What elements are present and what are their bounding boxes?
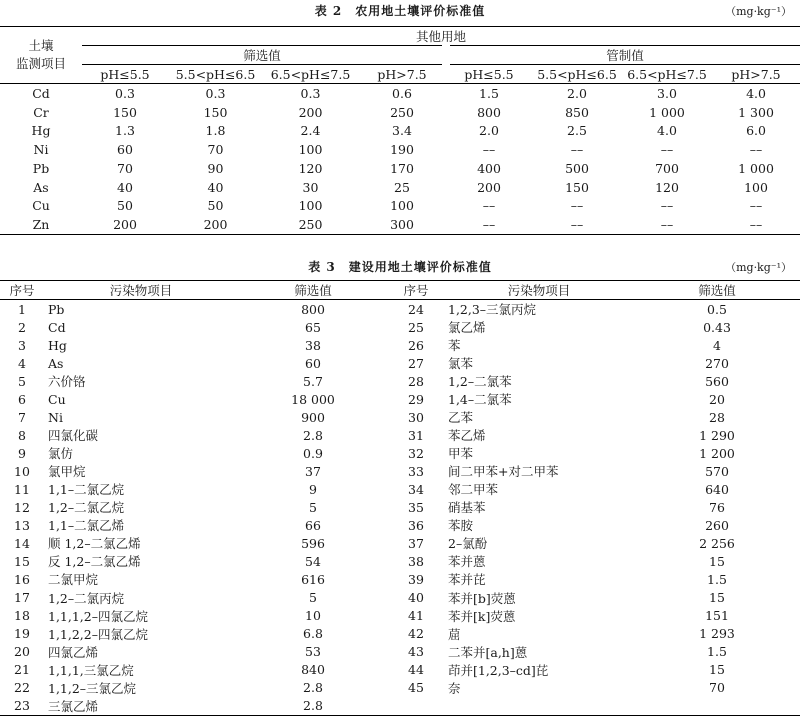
table3	[0, 280, 800, 716]
value-cell: 1.3	[115, 123, 135, 139]
table-row	[0, 372, 800, 390]
left-val-cell: 2.8	[303, 698, 323, 714]
table2-caption: 表 2 农用地土壤评价标准值	[314, 4, 486, 18]
value-cell: 0.3	[115, 85, 135, 101]
left-name-cell: 三氯乙烯	[48, 698, 99, 714]
left-n-cell: 20	[14, 644, 30, 660]
left-val-cell: 37	[305, 463, 321, 479]
item-cell: Pb	[32, 160, 50, 176]
right-name-cell: 苯乙烯	[448, 428, 486, 444]
table-row	[0, 444, 800, 462]
value-cell: 700	[655, 160, 679, 176]
right-name-cell: 1,2,3–三氯丙烷	[448, 302, 537, 318]
left-val-cell: 65	[305, 319, 321, 335]
right-n-cell: 44	[408, 662, 424, 678]
value-cell: 250	[390, 104, 414, 120]
right-n-cell: 43	[408, 644, 424, 660]
table-row	[0, 408, 800, 426]
left-val-cell: 840	[301, 662, 325, 678]
left-val-cell: 2.8	[303, 427, 323, 443]
right-val-cell: 640	[705, 481, 729, 497]
left-n-cell: 15	[14, 553, 30, 569]
table-row	[0, 215, 800, 234]
left-name-cell: 二氯甲烷	[48, 572, 99, 588]
value-cell: 850	[565, 104, 589, 120]
table-row	[0, 697, 800, 716]
ph-col-header: 5.5<pH≤6.5	[537, 66, 617, 82]
left-name-cell: As	[48, 355, 64, 371]
right-name-cell: 甲苯	[448, 446, 474, 462]
ph-col-header: 6.5<pH≤7.5	[270, 66, 351, 82]
left-name-cell: 顺 1,2–二氯乙烯	[48, 536, 141, 552]
column-header: 筛选值	[294, 283, 332, 298]
right-n-cell: 45	[408, 680, 424, 696]
value-cell: 3.4	[392, 123, 412, 139]
column-header: 筛选值	[698, 283, 736, 298]
value-cell: 190	[390, 142, 414, 158]
table-row	[0, 122, 800, 141]
table-row	[0, 84, 800, 103]
left-val-cell: 38	[305, 337, 321, 353]
table-row	[0, 390, 800, 408]
table-row	[0, 103, 800, 122]
left-val-cell: 5	[309, 590, 317, 606]
ph-col-header: 5.5<pH≤6.5	[175, 66, 256, 82]
table-row	[0, 480, 800, 498]
value-cell: 1 300	[738, 104, 774, 120]
empty-cell	[634, 697, 800, 716]
item-cell: Ni	[33, 142, 49, 158]
value-cell: 150	[565, 179, 589, 195]
right-n-cell: 25	[408, 319, 424, 335]
right-val-cell: 20	[709, 391, 725, 407]
value-cell: ––	[570, 217, 584, 233]
left-n-cell: 21	[14, 662, 30, 678]
left-val-cell: 66	[305, 517, 321, 533]
row-header-line1: 土壤	[28, 38, 54, 53]
left-n-cell: 12	[14, 499, 30, 515]
left-val-cell: 18 000	[291, 391, 335, 407]
value-cell: 120	[655, 179, 679, 195]
value-cell: 170	[390, 160, 414, 176]
table2-row-header	[0, 27, 82, 84]
left-name-cell: 氯仿	[48, 446, 74, 462]
left-n-cell: 16	[14, 571, 30, 587]
value-cell: 100	[390, 198, 414, 214]
value-cell: ––	[660, 217, 674, 233]
right-name-cell: 苯并芘	[448, 572, 486, 588]
value-cell: 3.0	[657, 85, 677, 101]
left-name-cell: 1,2–二氯乙烷	[48, 500, 125, 516]
ph-col-header: pH>7.5	[377, 66, 427, 82]
value-cell: 150	[113, 104, 137, 120]
left-val-cell: 54	[305, 553, 321, 569]
right-n-cell: 29	[408, 391, 424, 407]
left-name-cell: 1,1,1,三氯乙烷	[48, 662, 134, 678]
value-cell: ––	[749, 198, 763, 214]
value-cell: ––	[570, 198, 584, 214]
right-val-cell: 1.5	[707, 644, 727, 660]
row-header-line2: 监测项目	[15, 56, 66, 71]
right-val-cell: 15	[709, 662, 725, 678]
value-cell: 2.0	[479, 123, 499, 139]
control-header: 管制值	[446, 46, 800, 65]
ph-col-header: pH>7.5	[731, 66, 781, 82]
right-n-cell: 37	[408, 535, 424, 551]
value-cell: 40	[207, 179, 224, 195]
table-row	[0, 300, 800, 319]
column-header: 序号	[403, 283, 429, 298]
ph-col-header: pH≤5.5	[464, 66, 514, 82]
value-cell: 120	[298, 160, 323, 176]
value-cell: ––	[660, 142, 674, 158]
ph-col-header: 6.5<pH≤7.5	[627, 66, 707, 82]
right-name-cell: 茚并[1,2,3–cd]芘	[448, 662, 549, 678]
value-cell: 200	[298, 104, 323, 120]
left-n-cell: 4	[18, 355, 26, 371]
right-name-cell: 1,2–二氯苯	[448, 374, 512, 390]
left-n-cell: 23	[14, 698, 30, 714]
table-row	[0, 534, 800, 552]
table-row	[0, 643, 800, 661]
value-cell: ––	[482, 198, 496, 214]
left-name-cell: 1,1–二氯乙烷	[48, 482, 125, 498]
right-val-cell: 2 256	[699, 535, 735, 551]
left-name-cell: 反 1,2–二氯乙烯	[48, 554, 141, 570]
column-header: 污染物项目	[507, 283, 571, 298]
value-cell: ––	[749, 217, 763, 233]
left-n-cell: 10	[14, 463, 30, 479]
item-cell: Cu	[32, 198, 50, 214]
right-val-cell: 15	[709, 590, 725, 606]
item-cell: Hg	[31, 123, 51, 139]
value-cell: ––	[660, 198, 674, 214]
right-n-cell: 32	[408, 445, 424, 461]
left-n-cell: 5	[18, 373, 26, 389]
left-n-cell: 19	[14, 626, 30, 642]
table3-caption-bar	[0, 256, 800, 276]
item-cell: Cr	[33, 104, 49, 120]
table2-unit: （mg·kg⁻¹）	[725, 5, 792, 18]
left-n-cell: 22	[14, 680, 30, 696]
left-val-cell: 5	[309, 499, 317, 515]
value-cell: 100	[744, 179, 768, 195]
right-n-cell: 38	[408, 553, 424, 569]
left-n-cell: 3	[18, 337, 26, 353]
table2	[0, 26, 800, 235]
value-cell: ––	[482, 142, 496, 158]
right-val-cell: 570	[705, 463, 729, 479]
left-val-cell: 53	[305, 644, 321, 660]
table-row	[0, 607, 800, 625]
value-cell: 200	[113, 217, 137, 233]
right-val-cell: 1 293	[699, 626, 735, 642]
right-val-cell: 0.5	[707, 301, 727, 317]
left-name-cell: Ni	[48, 409, 63, 425]
value-cell: 40	[117, 179, 133, 195]
value-cell: 250	[298, 217, 323, 233]
left-name-cell: 四氯乙烯	[48, 644, 99, 660]
left-n-cell: 13	[14, 517, 30, 533]
right-name-cell: 奈	[448, 680, 461, 696]
left-n-cell: 9	[18, 445, 26, 461]
right-val-cell: 1 290	[699, 427, 735, 443]
ph-col-header: pH≤5.5	[100, 66, 150, 82]
left-name-cell: Cd	[48, 319, 66, 335]
right-n-cell: 27	[408, 355, 424, 371]
left-n-cell: 7	[18, 409, 26, 425]
left-val-cell: 596	[301, 535, 325, 551]
value-cell: 100	[298, 198, 323, 214]
table-row	[0, 625, 800, 643]
right-val-cell: 0.43	[703, 319, 731, 335]
value-cell: 0.3	[205, 85, 226, 101]
screening-header: 筛选值	[82, 46, 446, 65]
right-name-cell: 二苯并[a,h]蒽	[448, 644, 528, 660]
left-val-cell: 6.8	[303, 626, 323, 642]
left-n-cell: 17	[14, 590, 30, 606]
left-name-cell: 1,1,1,2–四氯乙烷	[48, 608, 148, 624]
right-name-cell: 苯胺	[448, 518, 474, 534]
right-name-cell: 硝基苯	[448, 500, 486, 516]
right-val-cell: 70	[709, 680, 725, 696]
value-cell: ––	[749, 142, 763, 158]
value-cell: 0.3	[300, 85, 321, 101]
left-n-cell: 8	[18, 427, 26, 443]
right-name-cell: 氯苯	[448, 356, 474, 372]
empty-cell	[444, 697, 634, 716]
left-val-cell: 800	[301, 301, 325, 317]
table-row	[0, 140, 800, 159]
right-name-cell: 邻二甲苯	[448, 482, 499, 498]
value-cell: 60	[117, 142, 133, 158]
right-n-cell: 40	[408, 590, 424, 606]
table-row	[0, 178, 800, 197]
right-n-cell: 41	[408, 608, 424, 624]
right-n-cell: 36	[408, 517, 424, 533]
value-cell: 50	[117, 198, 133, 214]
value-cell: ––	[570, 142, 584, 158]
left-name-cell: Pb	[48, 301, 65, 317]
right-n-cell: 42	[408, 626, 424, 642]
left-n-cell: 11	[14, 481, 30, 497]
right-n-cell: 34	[408, 481, 424, 497]
right-val-cell: 560	[705, 373, 729, 389]
left-name-cell: Cu	[48, 391, 66, 407]
table-row	[0, 462, 800, 480]
table3-unit: （mg·kg⁻¹）	[725, 261, 792, 274]
item-cell: Cd	[32, 85, 50, 101]
value-cell: 30	[302, 179, 319, 195]
group-header: 其他用地	[82, 27, 800, 46]
left-n-cell: 18	[14, 608, 30, 624]
value-cell: 400	[477, 160, 501, 176]
left-n-cell: 1	[18, 301, 26, 317]
value-cell: 200	[477, 179, 501, 195]
value-cell: 1 000	[738, 160, 774, 176]
right-val-cell: 260	[705, 517, 729, 533]
value-cell: 200	[203, 217, 228, 233]
right-name-cell: 苯	[448, 338, 461, 354]
table-row	[0, 679, 800, 697]
right-val-cell: 28	[709, 409, 725, 425]
value-cell: 70	[207, 142, 224, 158]
right-val-cell: 4	[713, 337, 721, 353]
value-cell: 300	[390, 217, 414, 233]
right-name-cell: 䓛	[448, 626, 461, 642]
left-val-cell: 10	[305, 608, 321, 624]
item-cell: Zn	[32, 217, 50, 233]
right-val-cell: 1 200	[699, 445, 735, 461]
right-name-cell: 1,4–二氯苯	[448, 392, 512, 408]
left-name-cell: 氯甲烷	[48, 464, 86, 480]
table3-caption: 表 3 建设用地土壤评价标准值	[308, 260, 492, 274]
value-cell: 2.0	[567, 85, 587, 101]
left-val-cell: 0.9	[303, 445, 323, 461]
table-row	[0, 159, 800, 178]
left-name-cell: 六价铬	[48, 374, 86, 390]
left-val-cell: 900	[301, 409, 325, 425]
value-cell: 100	[298, 142, 323, 158]
right-name-cell: 乙苯	[448, 410, 474, 426]
right-name-cell: 2–氯酚	[448, 536, 488, 552]
value-cell: 150	[203, 104, 228, 120]
right-val-cell: 151	[705, 608, 729, 624]
value-cell: 4.0	[657, 123, 677, 139]
left-val-cell: 616	[301, 571, 325, 587]
table-row	[0, 426, 800, 444]
table-row	[0, 336, 800, 354]
right-n-cell: 28	[408, 373, 424, 389]
right-n-cell: 26	[408, 337, 424, 353]
left-val-cell: 2.8	[303, 680, 323, 696]
left-n-cell: 2	[18, 319, 26, 335]
table-row	[0, 516, 800, 534]
value-cell: 4.0	[746, 85, 766, 101]
left-n-cell: 6	[18, 391, 26, 407]
value-cell: 2.4	[300, 123, 321, 139]
right-n-cell: 39	[408, 571, 424, 587]
value-cell: 6.0	[746, 123, 766, 139]
value-cell: 1 000	[649, 104, 685, 120]
right-n-cell: 33	[408, 463, 424, 479]
value-cell: 25	[394, 179, 410, 195]
right-n-cell: 24	[408, 301, 424, 317]
right-val-cell: 15	[709, 553, 725, 569]
left-val-cell: 5.7	[303, 373, 323, 389]
value-cell: 50	[207, 198, 224, 214]
right-n-cell: 30	[408, 409, 424, 425]
left-name-cell: 1,1,2,2–四氯乙烷	[48, 626, 148, 642]
table-row	[0, 589, 800, 607]
left-val-cell: 9	[309, 481, 317, 497]
table-row	[0, 318, 800, 336]
value-cell: 70	[117, 160, 133, 176]
left-name-cell: 1,1,2–三氯乙烷	[48, 680, 137, 696]
right-name-cell: 氯乙烯	[448, 320, 486, 336]
value-cell: 1.8	[205, 123, 226, 139]
table2-caption-bar	[0, 0, 800, 20]
table-row	[0, 354, 800, 372]
value-cell: 0.6	[392, 85, 412, 101]
right-name-cell: 苯并蒽	[448, 554, 486, 570]
right-val-cell: 270	[705, 355, 729, 371]
left-val-cell: 60	[305, 355, 321, 371]
table-row	[0, 197, 800, 216]
value-cell: 1.5	[479, 85, 499, 101]
right-n-cell: 31	[408, 427, 424, 443]
empty-cell	[388, 697, 444, 716]
right-val-cell: 1.5	[707, 571, 727, 587]
item-cell: As	[33, 179, 49, 195]
left-name-cell: 四氯化碳	[48, 428, 99, 444]
left-name-cell: 1,2–二氯丙烷	[48, 590, 125, 606]
column-header: 序号	[9, 283, 35, 298]
table-row	[0, 570, 800, 588]
right-name-cell: 苯并[k]荧蒽	[448, 608, 516, 624]
left-name-cell: Hg	[48, 337, 67, 353]
left-name-cell: 1,1–二氯乙烯	[48, 518, 125, 534]
right-n-cell: 35	[408, 499, 424, 515]
column-header: 污染物项目	[109, 283, 173, 298]
right-name-cell: 间二甲苯+对二甲苯	[448, 464, 559, 480]
value-cell: ––	[482, 217, 496, 233]
value-cell: 800	[477, 104, 501, 120]
table-row	[0, 498, 800, 516]
left-n-cell: 14	[14, 535, 30, 551]
table-row	[0, 661, 800, 679]
right-name-cell: 苯并[b]荧蒽	[448, 590, 516, 606]
value-cell: 2.5	[567, 123, 587, 139]
value-cell: 500	[565, 160, 589, 176]
right-val-cell: 76	[709, 499, 725, 515]
value-cell: 90	[207, 160, 224, 176]
table-row	[0, 552, 800, 570]
